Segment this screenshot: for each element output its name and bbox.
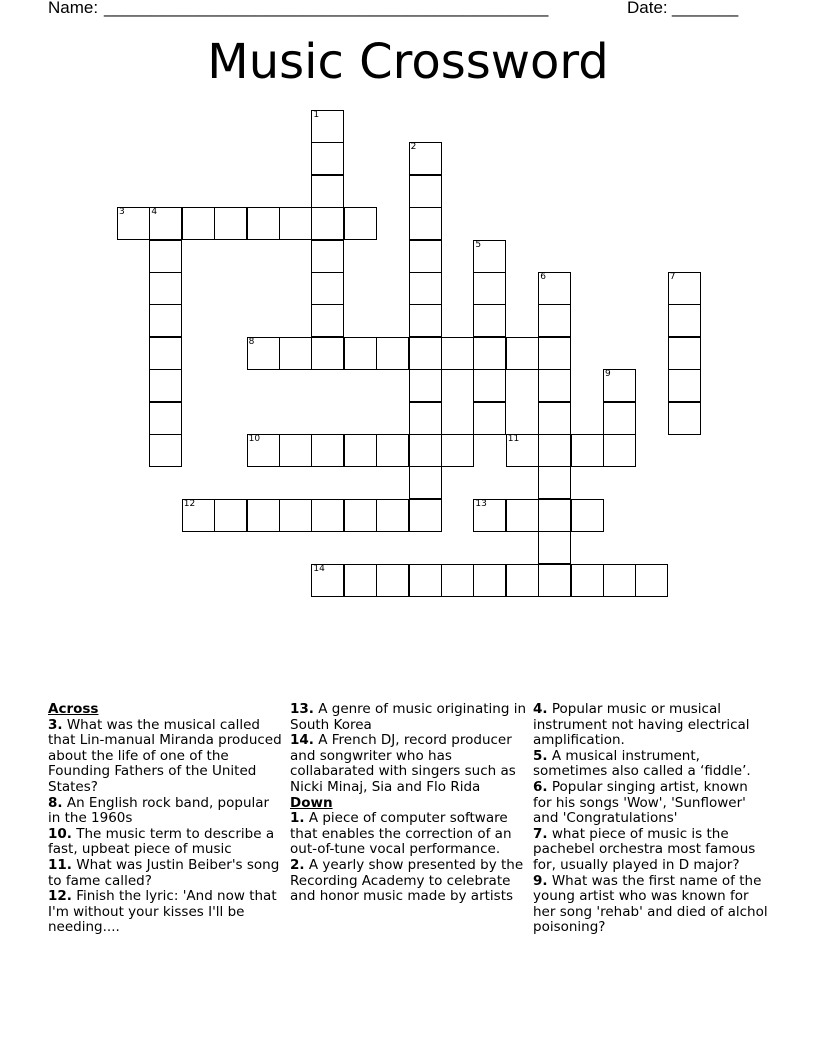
grid-cell[interactable] <box>603 564 636 597</box>
grid-cell[interactable] <box>344 499 377 532</box>
grid-cell[interactable] <box>538 337 571 370</box>
grid-cell[interactable] <box>311 564 344 597</box>
grid-cell[interactable] <box>344 434 377 467</box>
grid-cell[interactable] <box>473 240 506 273</box>
grid-cell[interactable] <box>214 499 247 532</box>
grid-cell[interactable] <box>247 434 280 467</box>
down-heading: Down <box>290 794 333 811</box>
grid-cell[interactable] <box>409 434 442 467</box>
grid-cell[interactable] <box>538 564 571 597</box>
clues-column-1 <box>48 702 284 936</box>
cell-number: 4 <box>151 207 158 218</box>
grid-cell[interactable] <box>149 434 182 467</box>
grid-cell[interactable] <box>538 434 571 467</box>
clue-down-5: 5. A musical instrument, sometimes also called a ‘fiddle’. <box>533 747 751 780</box>
grid-cell[interactable] <box>214 207 247 240</box>
cell-number: 10 <box>248 434 261 444</box>
clue-down-2: 2. A yearly show presented by the Recording Academy to celebrate and honor music made by artists <box>290 856 524 905</box>
grid-cell[interactable] <box>538 369 571 402</box>
grid-cell[interactable] <box>279 207 312 240</box>
grid-cell[interactable] <box>376 337 409 370</box>
grid-cell[interactable] <box>506 434 539 467</box>
grid-cell[interactable] <box>376 434 409 467</box>
grid-cell[interactable] <box>409 337 442 370</box>
cell-number: 1 <box>313 110 320 120</box>
grid-cell[interactable] <box>149 240 182 273</box>
grid-cell[interactable] <box>538 499 571 532</box>
grid-cell[interactable] <box>311 337 344 370</box>
clue-down-9: 9. What was the first name of the young artist who was known for her song 'rehab' and died of alchol poisoning? <box>533 872 768 936</box>
grid-cell[interactable] <box>538 531 571 564</box>
clues-column-2 <box>290 702 526 905</box>
grid-cell[interactable] <box>311 142 344 175</box>
grid-cell[interactable] <box>247 499 280 532</box>
clue-across-10: 10. The music term to describe a fast, upbeat piece of music <box>48 825 275 858</box>
grid-cell[interactable] <box>311 207 344 240</box>
grid-cell[interactable] <box>473 304 506 337</box>
grid-cell[interactable] <box>571 434 604 467</box>
name-label: Name: <box>48 0 99 17</box>
cell-number: 12 <box>183 498 196 509</box>
grid-cell[interactable] <box>182 207 215 240</box>
grid-cell[interactable] <box>182 499 215 532</box>
grid-cell[interactable] <box>506 564 539 597</box>
cell-number: 3 <box>119 207 125 218</box>
grid-cell[interactable] <box>409 142 442 175</box>
grid-cell[interactable] <box>473 272 506 305</box>
clue-down-1: 1. A piece of computer software that enables the correction of an out-of-tune vocal performance. <box>290 810 512 858</box>
grid-cell[interactable] <box>603 434 636 467</box>
cell-number: 13 <box>475 498 487 509</box>
across-heading: Across <box>48 701 99 717</box>
grid-cell[interactable] <box>538 304 571 337</box>
grid-cell[interactable] <box>668 369 701 402</box>
cell-number: 14 <box>313 563 325 574</box>
grid-cell[interactable] <box>603 402 636 435</box>
clue-across-8: 8. An English rock band, popular in the 1960s <box>48 794 270 827</box>
grid-cell[interactable] <box>311 110 344 143</box>
grid-cell[interactable] <box>279 434 312 467</box>
cell-number: 6 <box>540 272 546 282</box>
grid-cell[interactable] <box>311 175 344 208</box>
grid-cell[interactable] <box>571 564 604 597</box>
grid-cell[interactable] <box>149 337 182 370</box>
grid-cell[interactable] <box>668 272 701 305</box>
grid-cell[interactable] <box>409 272 442 305</box>
clue-across-14: 14. A French DJ, record producer and songwriter who has collabarated with singers such as Nicki Minaj, Sia and Flo Rida <box>290 732 516 795</box>
grid-cell[interactable] <box>344 337 377 370</box>
grid-cell[interactable] <box>247 207 280 240</box>
grid-cell[interactable] <box>538 402 571 435</box>
grid-cell[interactable] <box>311 304 344 337</box>
grid-cell[interactable] <box>506 499 539 532</box>
grid-cell[interactable] <box>668 402 701 435</box>
date-label: Date: <box>627 0 668 17</box>
cell-number: 9 <box>605 369 611 380</box>
grid-cell[interactable] <box>409 175 442 208</box>
grid-cell[interactable] <box>311 499 344 532</box>
name-blank-line: _______________________________________________ <box>104 0 549 17</box>
cell-number: 2 <box>410 142 417 153</box>
grid-cell[interactable] <box>441 564 474 597</box>
grid-cell[interactable] <box>149 272 182 305</box>
grid-cell[interactable] <box>311 240 344 273</box>
cell-number: 11 <box>507 434 520 444</box>
grid-cell[interactable] <box>473 402 506 435</box>
grid-cell[interactable] <box>506 337 539 370</box>
grid-cell[interactable] <box>409 207 442 240</box>
grid-cell[interactable] <box>311 434 344 467</box>
cell-number: 7 <box>669 272 676 282</box>
grid-cell[interactable] <box>441 434 474 467</box>
clue-across-3: 3. What was the musical called that Lin-manual Miranda produced about the life of one of the Founding Fathers of the United States? <box>48 716 282 795</box>
date-blank-line: _______ <box>672 0 739 17</box>
grid-cell[interactable] <box>409 564 442 597</box>
grid-cell[interactable] <box>117 207 150 240</box>
grid-cell[interactable] <box>409 466 442 499</box>
clue-across-11: 11. What was Justin Beiber's song to fame called? <box>48 856 280 889</box>
cell-number: 5 <box>475 239 482 250</box>
grid-cell[interactable] <box>538 466 571 499</box>
grid-cell[interactable] <box>473 564 506 597</box>
grid-cell[interactable] <box>311 272 344 305</box>
grid-cell[interactable] <box>149 402 182 435</box>
grid-cell[interactable] <box>473 337 506 370</box>
grid-cell[interactable] <box>409 499 442 532</box>
grid-cell[interactable] <box>279 337 312 370</box>
clue-across-12: 12. Finish the lyric: 'And now that I'm without your kisses I'll be needing.... <box>48 888 277 936</box>
grid-cell[interactable] <box>376 499 409 532</box>
grid-cell[interactable] <box>409 369 442 402</box>
grid-cell[interactable] <box>279 499 312 532</box>
grid-cell[interactable] <box>149 207 182 240</box>
grid-cell[interactable] <box>603 369 636 402</box>
grid-cell[interactable] <box>473 369 506 402</box>
grid-cell[interactable] <box>409 304 442 337</box>
grid-cell[interactable] <box>635 564 668 597</box>
page-title: Music Crossword <box>207 34 609 90</box>
grid-cell[interactable] <box>538 272 571 305</box>
clue-down-4: 4. Popular music or musical instrument not having electrical amplification. <box>533 701 750 749</box>
clue-down-6: 6. Popular singing artist, known for his songs 'Wow', 'Sunflower' and 'Congratulations' <box>533 778 748 827</box>
cell-number: 8 <box>248 336 255 347</box>
clue-across-13: 13. A genre of music originating in South Korea <box>290 701 527 733</box>
grid-cell[interactable] <box>571 499 604 532</box>
grid-cell[interactable] <box>441 337 474 370</box>
grid-cell[interactable] <box>668 337 701 370</box>
clue-down-7: 7. what piece of music is the pachebel orchestra most famous for, usually played in D major? <box>533 825 756 873</box>
grid-cell[interactable] <box>376 564 409 597</box>
grid-cell[interactable] <box>149 369 182 402</box>
grid-cell[interactable] <box>344 207 377 240</box>
grid-cell[interactable] <box>473 499 506 532</box>
grid-cell[interactable] <box>344 564 377 597</box>
grid-cell[interactable] <box>247 337 280 370</box>
grid-cell[interactable] <box>668 304 701 337</box>
grid-cell[interactable] <box>409 402 442 435</box>
grid-cell[interactable] <box>409 240 442 273</box>
clues-column-3 <box>533 702 769 936</box>
grid-cell[interactable] <box>149 304 182 337</box>
